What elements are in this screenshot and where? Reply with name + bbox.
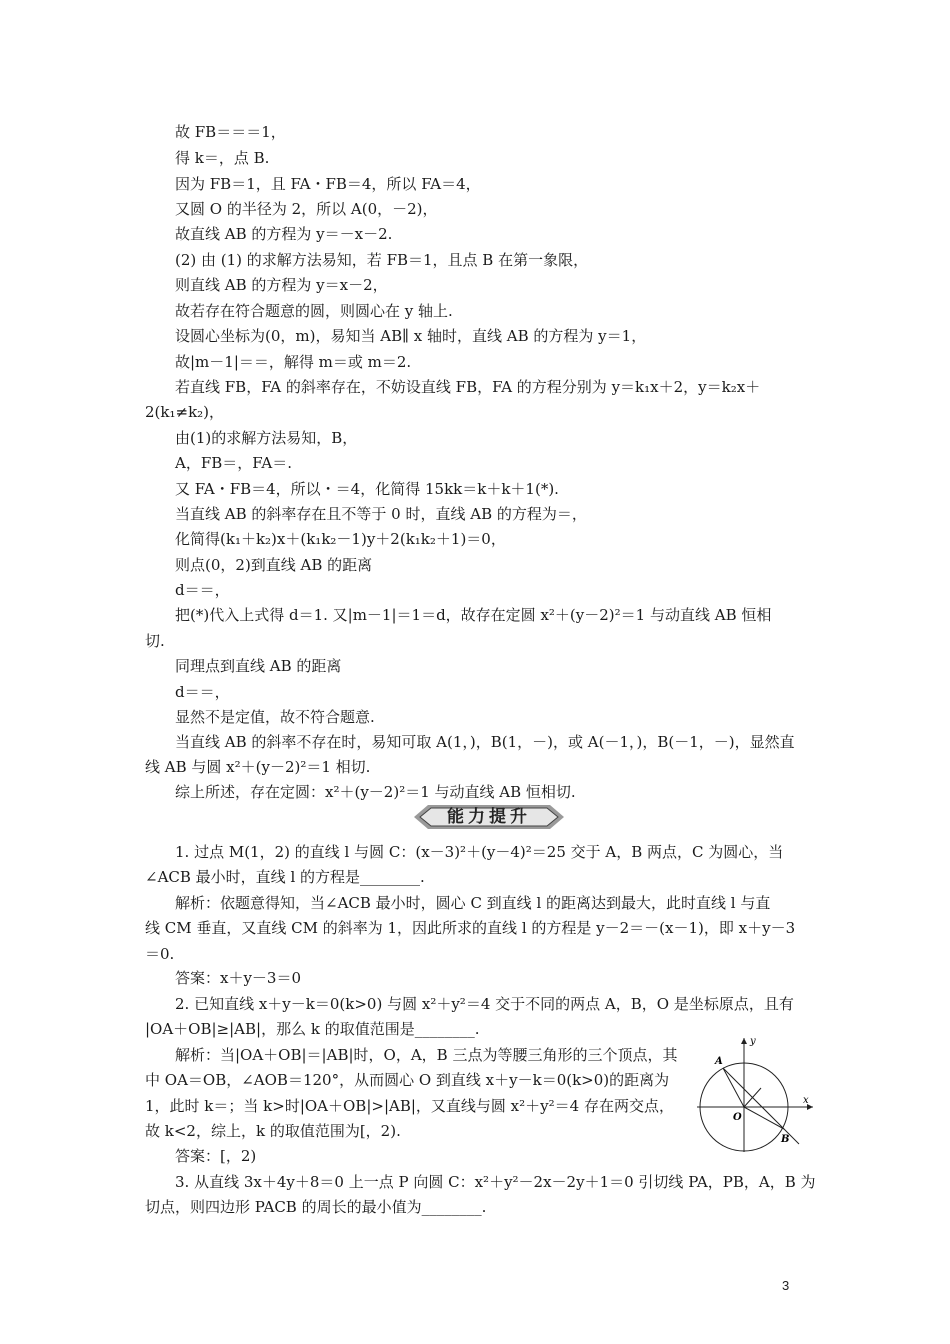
text-line: 显然不是定值，故不符合题意. <box>175 708 375 726</box>
text-line: 故|m－1|＝＝，解得 m＝或 m＝2. <box>175 353 412 371</box>
figure-label-x: x <box>803 1095 809 1106</box>
text-line: 设圆心坐标为(0，m)，易知当 AB∥ x 轴时，直线 AB 的方程为 y＝1， <box>175 327 647 345</box>
text-line: 切. <box>145 632 165 650</box>
text-line: 当直线 AB 的斜率存在且不等于 0 时，直线 AB 的方程为＝， <box>175 505 587 523</box>
section-banner <box>414 802 564 832</box>
text-line: 又 FA・FB＝4，所以・＝4，化简得 15kk＝k＋k＋1(*). <box>175 480 559 498</box>
text-line: 得 k＝，点 B. <box>175 149 270 167</box>
page-number: 3 <box>782 1278 790 1293</box>
text-line: 答案：[，2) <box>175 1147 257 1165</box>
text-line: 同理点到直线 AB 的距离 <box>175 657 342 675</box>
figure-label-y: y <box>750 1036 756 1047</box>
text-line: ∠ACB 最小时，直线 l 的方程是________. <box>145 868 425 886</box>
banner-label: 能力提升 <box>447 807 531 827</box>
text-line: 又圆 O 的半径为 2，所以 A(0，－2)， <box>175 200 438 218</box>
text-line: 因为 FB＝1，且 FA・FB＝4，所以 FA＝4， <box>175 175 481 193</box>
text-line: 若直线 FB，FA 的斜率存在，不妨设直线 FB，FA 的方程分别为 y＝k₁x＋2，y＝k₂x＋ <box>175 378 761 396</box>
text-line: 把(*)代入上式得 d＝1. 又|m－1|＝1＝d，故存在定圆 x²＋(y－2)²＝1 与动直线 AB 恒相 <box>175 606 772 624</box>
text-line: A，FB＝，FA＝. <box>175 454 292 472</box>
text-line: d＝＝， <box>175 683 230 701</box>
text-line: 线 AB 与圆 x²＋(y－2)²＝1 相切. <box>145 758 371 776</box>
text-line: d＝＝， <box>175 581 230 599</box>
text-line: 切点，则四边形 PACB 的周长的最小值为________. <box>145 1198 487 1216</box>
text-line: 故若存在符合题意的圆，则圆心在 y 轴上. <box>175 302 453 320</box>
circle-figure <box>695 1034 815 1154</box>
text-line: 中 OA＝OB，∠AOB＝120°，从而圆心 O 到直线 x＋y－k＝0(k>0)的距离为 <box>145 1071 670 1089</box>
text-line: 则点(0，2)到直线 AB 的距离 <box>175 556 373 574</box>
figure-label-b: B <box>781 1134 790 1145</box>
text-line: 化简得(k₁＋k₂)x＋(k₁k₂－1)y＋2(k₁k₂＋1)＝0， <box>175 530 506 548</box>
text-line: 故 k<2，综上，k 的取值范围为[，2). <box>145 1122 401 1140</box>
text-line: 故 FB＝＝＝1， <box>175 123 286 141</box>
text-line: 综上所述，存在定圆：x²＋(y－2)²＝1 与动直线 AB 恒相切. <box>175 783 576 801</box>
text-line: ＝0. <box>145 945 175 963</box>
text-line: 1. 过点 M(1，2) 的直线 l 与圆 C：(x－3)²＋(y－4)²＝25 交于 A，B 两点，C 为圆心，当 <box>175 843 784 861</box>
text-line: 1，此时 k＝；当 k>时|OA＋OB|>|AB|，又直线与圆 x²＋y²＝4 存在两交点， <box>145 1097 674 1115</box>
figure-label-a: A <box>715 1056 723 1067</box>
text-line: 2(k₁≠k₂)， <box>145 403 225 421</box>
text-line: 答案：x＋y－3＝0 <box>175 969 302 987</box>
circle-diagram-icon <box>695 1034 815 1154</box>
text-line: 则直线 AB 的方程为 y＝x－2， <box>175 276 388 294</box>
text-line: |OA＋OB|≥|AB|，那么 k 的取值范围是________. <box>145 1020 480 1038</box>
text-line: 3. 从直线 3x＋4y＋8＝0 上一点 P 向圆 C：x²＋y²－2x－2y＋1＝0 引切线 PA，PB，A，B 为 <box>175 1173 816 1191</box>
figure-label-o: O <box>733 1112 742 1123</box>
text-line: 故直线 AB 的方程为 y＝－x－2. <box>175 225 393 243</box>
text-line: 当直线 AB 的斜率不存在时，易知可取 A(1，)，B(1，－)，或 A(－1，)，B(－1，－)，显然直 <box>175 733 795 751</box>
text-line: 线 CM 垂直，又直线 CM 的斜率为 1，因此所求的直线 l 的方程是 y－2＝－(x－1)，即 x＋y－3 <box>145 919 796 937</box>
text-line: 解析：依题意得知，当∠ACB 最小时，圆心 C 到直线 l 的距离达到最大，此时直线 l 与直 <box>175 894 771 912</box>
text-line: 2. 已知直线 x＋y－k＝0(k>0) 与圆 x²＋y²＝4 交于不同的两点 A，B，O 是坐标原点，且有 <box>175 995 794 1013</box>
text-line: (2) 由 (1) 的求解方法易知，若 FB＝1，且点 B 在第一象限， <box>175 251 589 269</box>
text-line: 由(1)的求解方法易知，B， <box>175 429 358 447</box>
text-line: 解析：当|OA＋OB|＝|AB|时，O，A，B 三点为等腰三角形的三个顶点，其 <box>175 1046 678 1064</box>
